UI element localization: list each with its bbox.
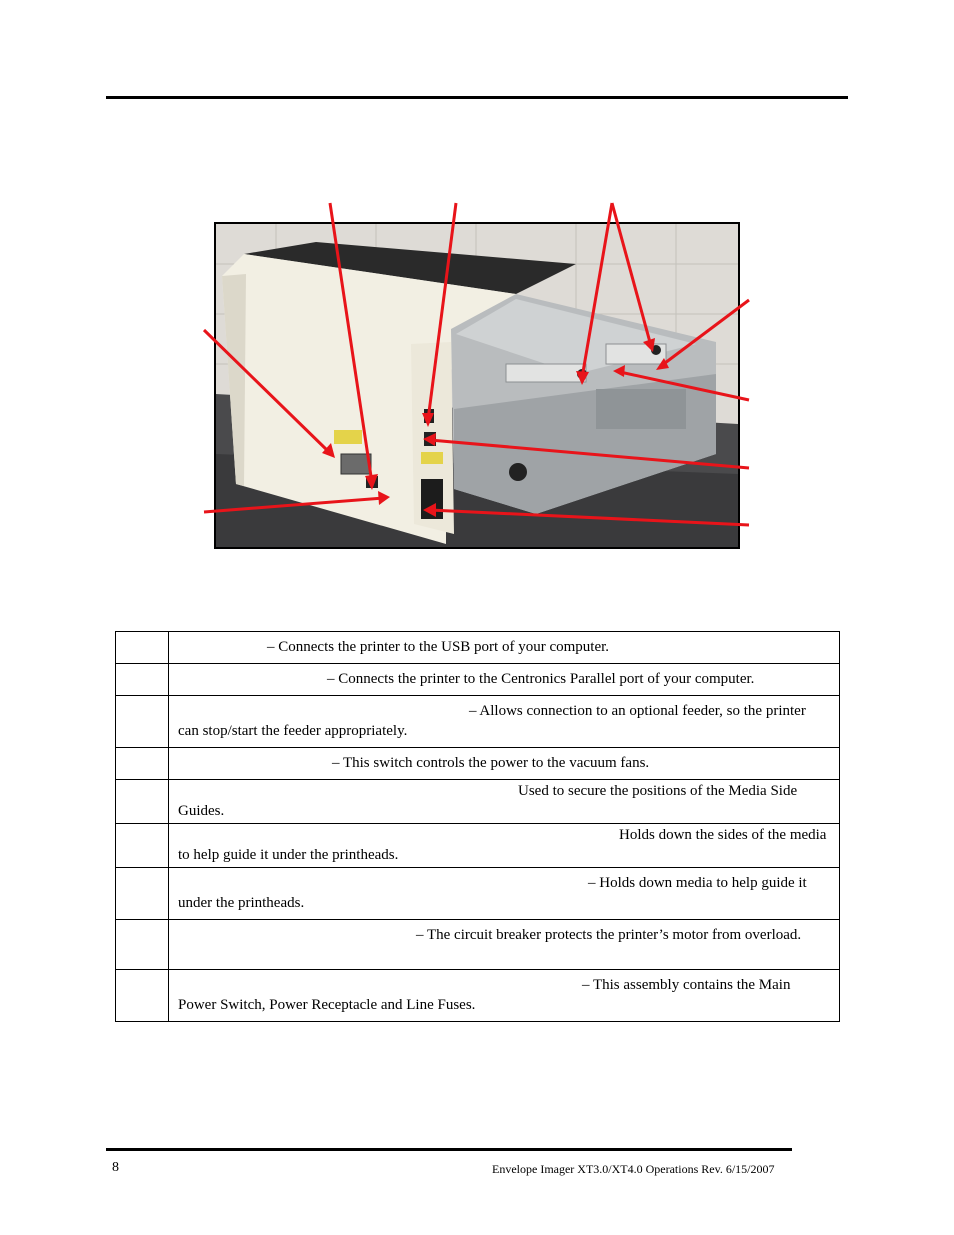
- table-row: [116, 664, 840, 696]
- table-row: [116, 696, 840, 748]
- table-row: [116, 920, 840, 970]
- printer-illustration: [216, 224, 738, 547]
- table-row: [116, 970, 840, 1022]
- parts-table: [115, 631, 840, 1022]
- row-description: – Allows connection to an optional feeder, so the printer can stop/start the feeder appropriately.: [178, 703, 806, 739]
- table-row: [116, 824, 840, 868]
- row-description: – This assembly contains the Main Power Switch, Power Receptacle and Line Fuses.: [178, 977, 791, 1013]
- row-description: – The circuit breaker protects the printer’s motor from overload.: [416, 927, 802, 943]
- row-description: – Connects the printer to the USB port of your computer.: [267, 639, 610, 655]
- footer-rule: [106, 1148, 792, 1151]
- row-description: Holds down the sides of the media to help guide it under the printheads.: [178, 827, 827, 863]
- table-row: [116, 748, 840, 780]
- header-rule: [106, 96, 848, 99]
- document-title: Envelope Imager XT3.0/XT4.0 Operations Rev. 6/15/2007: [492, 1162, 775, 1176]
- table-row: [116, 632, 840, 664]
- row-description: – Connects the printer to the Centronics Parallel port of your computer.: [327, 671, 755, 687]
- row-description: – Holds down media to help guide it under the printheads.: [178, 875, 807, 911]
- row-description: Used to secure the positions of the Media Side Guides.: [178, 783, 798, 819]
- table-row: [116, 780, 840, 824]
- page-number: 8: [112, 1160, 119, 1175]
- printer-rear-photo: [214, 222, 740, 549]
- row-description: – This switch controls the power to the vacuum fans.: [332, 755, 650, 771]
- table-row: [116, 868, 840, 920]
